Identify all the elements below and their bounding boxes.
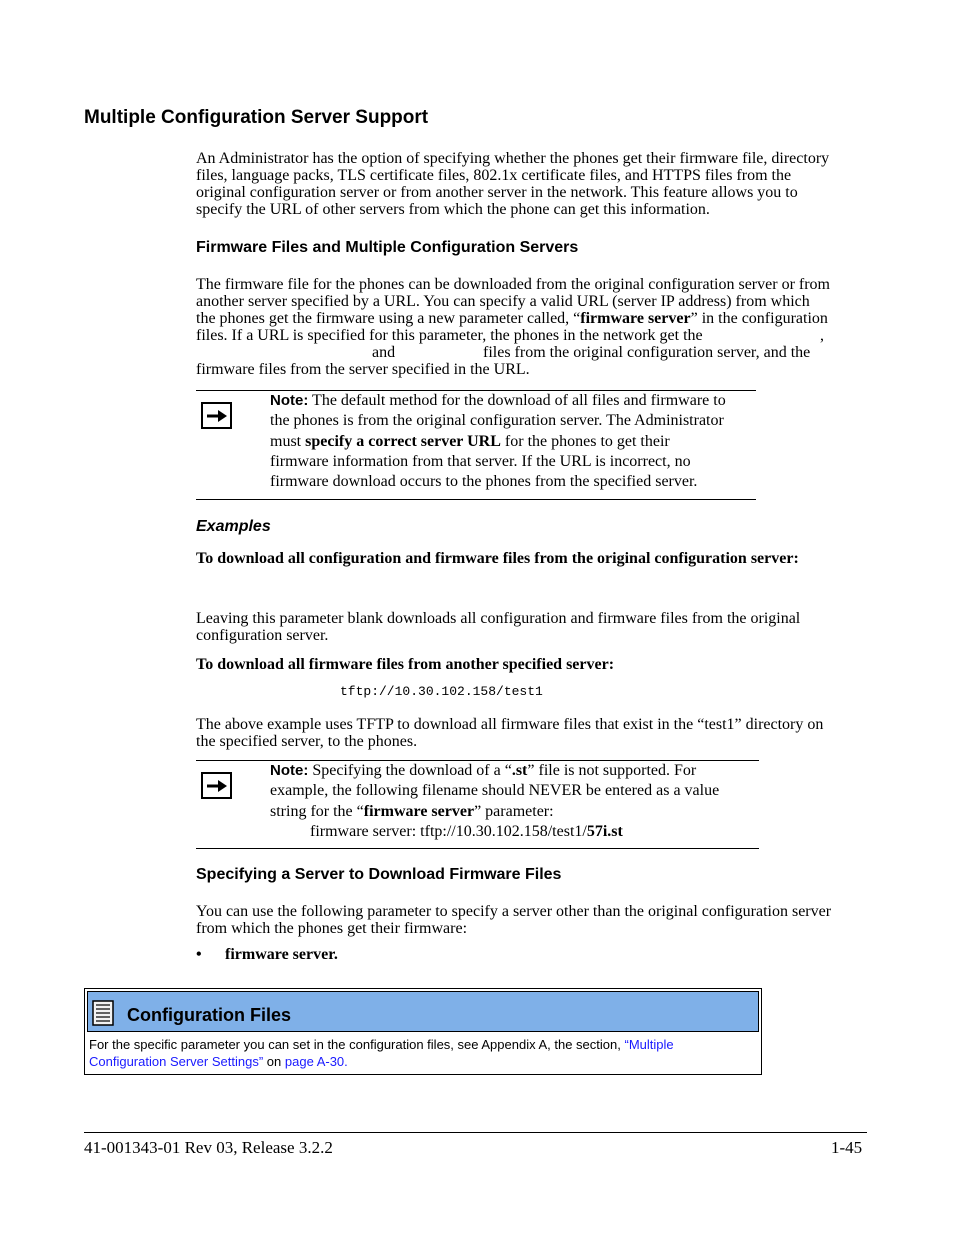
note-default-method: Note: The default method for the download of all files and firmware to the phones is from the original configuration server. The Administrator must specify a correct server URL for the phones to get their firmware information from that server. If the URL is incorrect, no firmware download occurs to the phones from the specified server. <box>270 392 726 491</box>
intro-line: specify the URL of other servers from which the phone can get this information. <box>196 201 710 218</box>
paragraph-line: The firmware file for the phones can be downloaded from the original configuration server or from <box>196 276 830 293</box>
bullet-item-firmware-server: firmware server. <box>225 946 338 963</box>
specifying-paragraph: You can use the following parameter to specify a server other than the original configuration server from which the phones get their firmware: <box>196 903 832 937</box>
configuration-files-text: For the specific parameter you can set in the configuration files, see Appendix A, the section, “Multiple Configuration Server Settings” on page A-30. <box>89 1037 674 1069</box>
intro-line: An Administrator has the option of specifying whether the phones get their firmware file, directory <box>196 150 830 167</box>
intro-line: files, language packs, TLS certificate files, 802.1x certificate files, and HTTPS files from the <box>196 167 792 184</box>
bullet-mark: • <box>196 946 202 963</box>
subsection-title-specifying-server: Specifying a Server to Download Firmware Files <box>196 866 562 883</box>
intro-line: original configuration server or from another server in the network. This feature allows you to <box>196 184 798 201</box>
note-bottom-rule <box>196 848 759 849</box>
note-bottom-rule <box>196 499 756 500</box>
example2-heading: To download all firmware files from another specified server: <box>196 656 615 673</box>
arrow-right-icon <box>201 772 232 799</box>
example1-paragraph: Leaving this parameter blank downloads all configuration and firmware files from the original configuration server. <box>196 610 801 644</box>
multiple-config-server-settings-link[interactable]: Configuration Server Settings” <box>89 1054 264 1069</box>
example2-code: tftp://10.30.102.158/test1 <box>340 684 543 699</box>
arrow-right-icon <box>201 402 232 429</box>
footer-page-number: 1-45 <box>831 1138 863 1157</box>
paragraph-line: and files from the original configuration server, and the <box>372 344 811 361</box>
footer-doc-id: 41-001343-01 Rev 03, Release 3.2.2 <box>84 1138 333 1157</box>
configuration-files-title: Configuration Files <box>127 1005 291 1025</box>
page-a30-link[interactable]: page A-30 <box>284 1054 345 1069</box>
footer-rule <box>84 1132 867 1133</box>
document-icon <box>92 1000 114 1026</box>
paragraph-line: another server specified by a URL. You can specify a valid URL (server IP address) from which <box>196 293 810 310</box>
section-title: Multiple Configuration Server Support <box>84 107 429 128</box>
paragraph-line: the phones get the firmware using a new parameter called, “firmware server” in the configuration <box>196 310 828 327</box>
intro-paragraph <box>196 150 896 218</box>
note-st-file: Note: Specifying the download of a “.st” file is not supported. For example, the following filename should NEVER be entered as a value string for the “firmware server” parameter: firmware server: tftp://10.30.102.158/test1/57i.st <box>270 762 720 840</box>
examples-heading: Examples <box>196 518 271 535</box>
example1-heading: To download all configuration and firmware files from the original configuration server: <box>196 550 799 567</box>
multiple-config-server-settings-link[interactable]: “Multiple <box>624 1037 674 1052</box>
paragraph-line: firmware files from the server specified in the URL. <box>196 361 530 378</box>
subsection-title-firmware-files: Firmware Files and Multiple Configuration Servers <box>196 239 579 256</box>
example2-paragraph: The above example uses TFTP to download all firmware files that exist in the “test1” directory on the specified server, to the phones. <box>196 716 824 750</box>
paragraph-line: files. If a URL is specified for this parameter, the phones in the network get the , <box>196 327 824 344</box>
firmware-paragraph <box>196 276 896 378</box>
